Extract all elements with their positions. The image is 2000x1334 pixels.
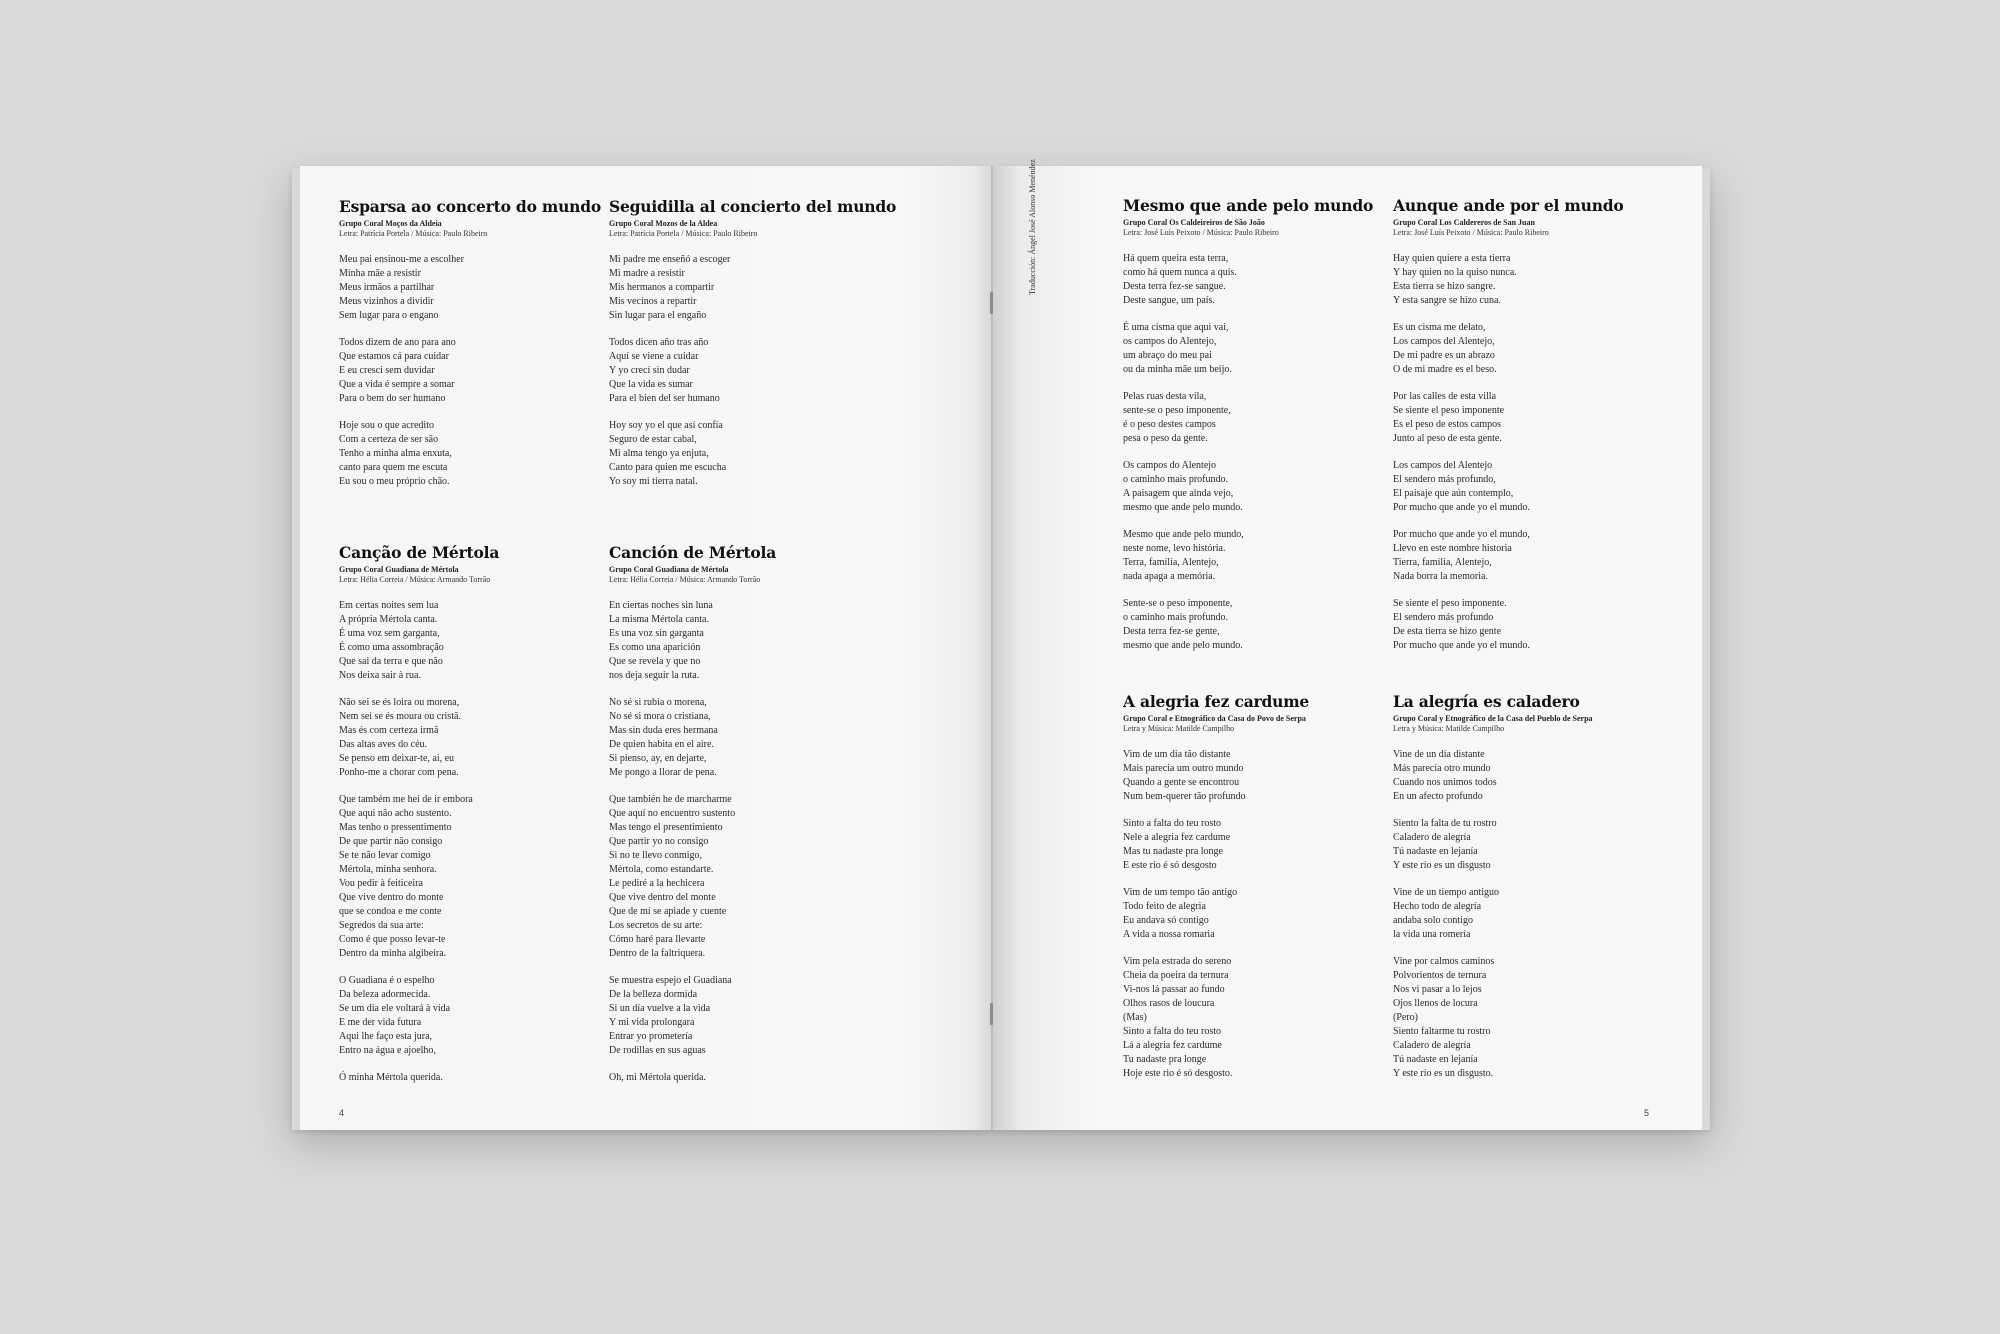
verse-line: Y yo crecí sin dudar bbox=[609, 365, 690, 376]
verse-line: Aquí se viene a cuidar bbox=[609, 351, 699, 362]
verse-line: No sé si mora o cristiana, bbox=[609, 711, 711, 722]
poem-credits: Letra y Música: Matilde Campilho bbox=[1393, 724, 1505, 733]
poem-group: Grupo Coral Los Caldereros de San Juan bbox=[1393, 218, 1535, 227]
verse-line: Das altas aves do céu. bbox=[339, 739, 428, 750]
verse-line: Por mucho que ande yo el mundo, bbox=[1393, 529, 1530, 540]
poem-stanzas bbox=[339, 253, 599, 489]
verse-line: Hay quien quiere a esta tierra bbox=[1393, 253, 1511, 264]
verse-line: Si un día vuelve a la vida bbox=[609, 1003, 711, 1014]
verse-line: De esta tierra se hizo gente bbox=[1393, 626, 1502, 637]
verse-line: Deste sangue, um país. bbox=[1123, 295, 1215, 306]
verse-line: Que se revela y que no bbox=[609, 656, 701, 667]
verse-line: Pelas ruas desta vila, bbox=[1123, 391, 1207, 402]
verse-line: Canto para quien me escucha bbox=[609, 462, 727, 473]
verse-line: Segredos da sua arte: bbox=[339, 920, 424, 931]
verse-line: la vida una romería bbox=[1393, 929, 1471, 940]
verse-line: El sendero más profundo, bbox=[1393, 474, 1496, 485]
poem-credits: Letra y Música: Matilde Campilho bbox=[1123, 724, 1235, 733]
stanza bbox=[1123, 817, 1383, 873]
poem-title: Canción de Mértola bbox=[609, 543, 777, 562]
poem-stanzas bbox=[1393, 252, 1653, 653]
poem-group: Grupo Coral Guadiana de Mértola bbox=[339, 565, 459, 574]
poem-credits: Letra: Patrícia Portela / Música: Paulo Ribeiro bbox=[339, 229, 488, 238]
verse-line: mesmo que ande pelo mundo. bbox=[1123, 502, 1243, 513]
verse-line: Ojos llenos de locura bbox=[1393, 998, 1478, 1009]
verse-line: Caladero de alegría bbox=[1393, 832, 1471, 843]
verse-line: Se siente el peso imponente bbox=[1393, 405, 1505, 416]
stanza bbox=[609, 1071, 869, 1085]
poem-group: Grupo Coral Moços da Aldeia bbox=[339, 219, 442, 228]
verse-line: É como uma assombração bbox=[339, 642, 444, 653]
page-number: 5 bbox=[1644, 1108, 1650, 1118]
verse-line: Llevo en este nombre historia bbox=[1393, 543, 1512, 554]
stanza bbox=[1393, 886, 1653, 942]
verse-line: Mi padre me enseñó a escoger bbox=[609, 254, 731, 265]
verse-line: Mértola, como estandarte. bbox=[609, 864, 714, 875]
poem-stanzas bbox=[1123, 748, 1383, 1081]
stanza bbox=[1123, 528, 1383, 584]
verse-line: Vine de un tiempo antiguo bbox=[1393, 887, 1500, 898]
verse-line: Que la vida es sumar bbox=[609, 379, 693, 390]
poem-aunque-ande bbox=[1393, 197, 1653, 666]
verse-line: Mi alma tengo ya enjuta, bbox=[609, 448, 709, 459]
verse-line: Mas sin duda eres hermana bbox=[609, 725, 718, 736]
poem-group: Grupo Coral Os Caldeireiros de São João bbox=[1123, 218, 1265, 227]
verse-line: Nos deixa sair à rua. bbox=[339, 670, 421, 681]
verse-line: Hecho todo de alegría bbox=[1393, 901, 1482, 912]
stanza bbox=[1393, 597, 1653, 653]
stanza bbox=[1393, 528, 1653, 584]
verse-line: Ó minha Mértola querida. bbox=[339, 1072, 443, 1083]
verse-line: A vida a nossa romaria bbox=[1123, 929, 1215, 940]
verse-line: (Mas) bbox=[1123, 1012, 1147, 1023]
stanza bbox=[1123, 886, 1383, 942]
poem-credits: Letra: Patrícia Portela / Música: Paulo Ribeiro bbox=[609, 229, 758, 238]
stanza bbox=[1123, 321, 1383, 377]
poem-stanzas bbox=[1123, 252, 1383, 653]
poem-group: Grupo Coral y Etnográfico de la Casa del Pueblo de Serpa bbox=[1393, 714, 1593, 723]
verse-line: neste nome, levo história. bbox=[1123, 543, 1226, 554]
verse-line: Vim de um tempo tão antigo bbox=[1123, 887, 1238, 898]
verse-line: El sendero más profundo bbox=[1393, 612, 1494, 623]
stanza bbox=[339, 419, 599, 489]
verse-line: Olhos rasos de loucura bbox=[1123, 998, 1215, 1009]
verse-line: Todos dicen año tras año bbox=[609, 337, 709, 348]
verse-line: Por mucho que ande yo el mundo. bbox=[1393, 502, 1530, 513]
verse-line: A paisagem que ainda vejo, bbox=[1123, 488, 1234, 499]
verse-line: Da beleza adormecida. bbox=[339, 989, 431, 1000]
verse-line: Hoje este rio é só desgosto. bbox=[1123, 1068, 1233, 1079]
verse-line: o caminho mais profundo. bbox=[1123, 474, 1228, 485]
verse-line: Mi madre a resistir bbox=[609, 268, 685, 279]
page-right bbox=[992, 166, 1702, 1130]
verse-line: Vou pedir à feiticeira bbox=[339, 878, 423, 889]
verse-line: Siento faltarme tu rostro bbox=[1393, 1026, 1491, 1037]
stanza bbox=[609, 599, 869, 683]
verse-line: Mais parecia um outro mundo bbox=[1123, 763, 1244, 774]
verse-line: Mas tenho o pressentimento bbox=[339, 822, 452, 833]
poem-title: Seguidilla al concierto del mundo bbox=[609, 197, 897, 216]
verse-line: os campos do Alentejo, bbox=[1123, 336, 1217, 347]
verse-line: El paisaje que aún contemplo, bbox=[1393, 488, 1514, 499]
verse-line: que se condoa e me conte bbox=[339, 906, 442, 917]
verse-line: Como é que posso levar-te bbox=[339, 934, 446, 945]
verse-line: Tierra, familia, Alentejo, bbox=[1393, 557, 1492, 568]
verse-line: De mi padre es un abrazo bbox=[1393, 350, 1495, 361]
verse-line: Es una voz sin garganta bbox=[609, 628, 704, 639]
verse-line: Es como una aparición bbox=[609, 642, 701, 653]
verse-line: De que partir não consigo bbox=[339, 836, 443, 847]
poem-title: Canção de Mértola bbox=[339, 543, 500, 562]
verse-line: Si pienso, ay, en dejarte, bbox=[609, 753, 707, 764]
verse-line: Mis hermanos a compartir bbox=[609, 282, 715, 293]
verse-line: Lá a alegria fez cardume bbox=[1123, 1040, 1222, 1051]
verse-line: Tu nadaste pra longe bbox=[1123, 1054, 1207, 1065]
verse-line: E eu cresci sem duvidar bbox=[339, 365, 435, 376]
staple bbox=[990, 1003, 993, 1025]
verse-line: Que aquí no encuentro sustento bbox=[609, 808, 736, 819]
verse-line: Se muestra espejo el Guadiana bbox=[609, 975, 732, 986]
verse-line: é o peso destes campos bbox=[1123, 419, 1216, 430]
stanza bbox=[1123, 459, 1383, 515]
verse-line: Que vive dentro del monte bbox=[609, 892, 716, 903]
verse-line: andaba solo contigo bbox=[1393, 915, 1473, 926]
stanza bbox=[339, 974, 599, 1058]
verse-line: nos deja seguir la ruta. bbox=[609, 670, 700, 681]
stanza bbox=[339, 696, 599, 780]
verse-line: Dentro de la faltriquera. bbox=[609, 948, 706, 959]
poem-credits: Letra: José Luís Peixoto / Música: Paulo Ribeiro bbox=[1123, 228, 1279, 237]
verse-line: É uma voz sem garganta, bbox=[339, 628, 440, 639]
verse-line: Y mi vida prolongara bbox=[609, 1017, 695, 1028]
verse-line: Entrar yo prometería bbox=[609, 1031, 693, 1042]
verse-line: A própria Mértola canta. bbox=[339, 614, 438, 625]
verse-line: Los campos del Alentejo bbox=[1393, 460, 1493, 471]
verse-line: Se um dia ele voltará à vida bbox=[339, 1003, 451, 1014]
verse-line: o caminho mais profundo. bbox=[1123, 612, 1228, 623]
verse-line: Es un cisma me delato, bbox=[1393, 322, 1486, 333]
verse-line: ou da minha mãe um beijo. bbox=[1123, 364, 1232, 375]
poem-esparsa bbox=[339, 197, 602, 502]
verse-line: Vim de um dia tão distante bbox=[1123, 749, 1231, 760]
poem-group: Grupo Coral e Etnográfico da Casa do Povo de Serpa bbox=[1123, 714, 1306, 723]
verse-line: De quien habita en el aire. bbox=[609, 739, 714, 750]
verse-line: Nele a alegria fez cardume bbox=[1123, 832, 1231, 843]
verse-line: La misma Mértola canta. bbox=[609, 614, 709, 625]
stanza bbox=[1393, 459, 1653, 515]
verse-line: Los campos del Alentejo, bbox=[1393, 336, 1495, 347]
stanza bbox=[609, 336, 869, 406]
verse-line: Sinto a falta do teu rosto bbox=[1123, 818, 1222, 829]
verse-line: Hoy soy yo el que así confía bbox=[609, 420, 723, 431]
verse-line: canto para quem me escuta bbox=[339, 462, 448, 473]
verse-line: O Guadiana é o espelho bbox=[339, 975, 435, 986]
verse-line: Y esta sangre se hizo cuna. bbox=[1393, 295, 1501, 306]
verse-line: Se penso em deixar-te, ai, eu bbox=[339, 753, 455, 764]
poem-credits: Letra: Hélia Correia / Música: Armando Torrão bbox=[339, 575, 491, 584]
verse-line: Por las calles de esta villa bbox=[1393, 391, 1497, 402]
verse-line: Hoje sou o que acredito bbox=[339, 420, 434, 431]
verse-line: Me pongo a llorar de pena. bbox=[609, 767, 717, 778]
stanza bbox=[609, 793, 869, 961]
verse-line: Le pediré a la hechicera bbox=[609, 878, 705, 889]
verse-line: Que vive dentro do monte bbox=[339, 892, 444, 903]
verse-line: E este rio é só desgosto bbox=[1123, 860, 1217, 871]
verse-line: Eu andava só contigo bbox=[1123, 915, 1209, 926]
verse-line: Nada borra la memoria. bbox=[1393, 571, 1488, 582]
poem-alegria-caladero bbox=[1393, 693, 1653, 1094]
verse-line: Para el bien del ser humano bbox=[609, 393, 720, 404]
verse-line: Mas tu nadaste pra longe bbox=[1123, 846, 1223, 857]
verse-line: Si no te llevo conmigo, bbox=[609, 850, 703, 861]
verse-line: Mértola, minha senhora. bbox=[339, 864, 437, 875]
verse-line: como há quem nunca a quis. bbox=[1123, 267, 1237, 278]
verse-line: Meu pai ensinou-me a escolher bbox=[339, 254, 464, 265]
verse-line: Terra, família, Alentejo, bbox=[1123, 557, 1219, 568]
verse-line: Vim pela estrada do sereno bbox=[1123, 956, 1232, 967]
verse-line: Tú nadaste en lejanía bbox=[1393, 846, 1478, 857]
stanza bbox=[609, 419, 869, 489]
stanza bbox=[1123, 955, 1383, 1081]
page-left bbox=[300, 166, 992, 1130]
stanza bbox=[609, 974, 869, 1058]
verse-line: Todo feito de alegria bbox=[1123, 901, 1206, 912]
stanza bbox=[609, 696, 869, 780]
stanza bbox=[339, 793, 599, 961]
verse-line: Meus irmãos a partilhar bbox=[339, 282, 435, 293]
verse-line: Nos vi pasar a lo lejos bbox=[1393, 984, 1482, 995]
verse-line: Que partir yo no consigo bbox=[609, 836, 709, 847]
stanza bbox=[339, 1071, 599, 1085]
verse-line: Em certas noites sem lua bbox=[339, 600, 439, 611]
verse-line: Com a certeza de ser são bbox=[339, 434, 439, 445]
poem-title: A alegria fez cardume bbox=[1123, 692, 1310, 711]
verse-line: Há quem queira esta terra, bbox=[1123, 253, 1229, 264]
verse-line: Que aqui não acho sustento. bbox=[339, 808, 452, 819]
verse-line: Se siente el peso imponente. bbox=[1393, 598, 1507, 609]
stanza bbox=[1393, 817, 1653, 873]
verse-line: Seguro de estar cabal, bbox=[609, 434, 697, 445]
translation-credit: Traducción: Ángel José Alonso Menéndez bbox=[1028, 159, 1037, 295]
verse-line: Y este río es un disgusto bbox=[1393, 860, 1491, 871]
verse-line: Es el peso de estos campos bbox=[1393, 419, 1502, 430]
stanza bbox=[339, 336, 599, 406]
verse-line: Todos dizem de ano para ano bbox=[339, 337, 456, 348]
verse-line: Entro na água e ajoelho, bbox=[339, 1045, 436, 1056]
poem-mesmo-que-ande bbox=[1123, 197, 1383, 666]
verse-line: Quando a gente se encontrou bbox=[1123, 777, 1240, 788]
verse-line: mesmo que ande pelo mundo. bbox=[1123, 640, 1243, 651]
stanza bbox=[339, 599, 599, 683]
poem-group: Grupo Coral Mozos de la Aldea bbox=[609, 219, 718, 228]
stanza bbox=[1123, 390, 1383, 446]
poem-cancao-mertola bbox=[339, 544, 599, 1098]
verse-line: Dentro da minha algibeira. bbox=[339, 948, 447, 959]
stanza bbox=[1123, 597, 1383, 653]
verse-line: Sem lugar para o engano bbox=[339, 310, 439, 321]
verse-line: Que a vida é sempre a somar bbox=[339, 379, 455, 390]
verse-line: sente-se o peso imponente, bbox=[1123, 405, 1231, 416]
verse-line: É uma cisma que aqui vai, bbox=[1123, 322, 1229, 333]
verse-line: Polvorientos de ternura bbox=[1393, 970, 1487, 981]
verse-line: Oh, mi Mértola querida. bbox=[609, 1072, 706, 1083]
stanza bbox=[339, 253, 599, 323]
verse-line: Sin lugar para el engaño bbox=[609, 310, 707, 321]
verse-line: Para o bem do ser humano bbox=[339, 393, 446, 404]
stanza bbox=[1393, 252, 1653, 308]
verse-line: Cheia da poeira da ternura bbox=[1123, 970, 1229, 981]
poem-stanzas bbox=[609, 253, 869, 489]
verse-line: nada apaga a memória. bbox=[1123, 571, 1216, 582]
verse-line: Que estamos cá para cuidar bbox=[339, 351, 449, 362]
poem-group: Grupo Coral Guadiana de Mértola bbox=[609, 565, 729, 574]
verse-line: Ponho-me a chorar com pena. bbox=[339, 767, 459, 778]
poem-credits: Letra: Hélia Correia / Música: Armando Torrão bbox=[609, 575, 761, 584]
verse-line: Sente-se o peso imponente, bbox=[1123, 598, 1233, 609]
verse-line: Mas és com certeza irmã bbox=[339, 725, 439, 736]
poem-stanzas bbox=[609, 599, 869, 1085]
verse-line: Los secretos de su arte: bbox=[609, 920, 703, 931]
verse-line: Tenho a minha alma enxuta, bbox=[339, 448, 452, 459]
verse-line: Os campos do Alentejo bbox=[1123, 460, 1217, 471]
verse-line: Y este río es un disgusto. bbox=[1393, 1068, 1494, 1079]
verse-line: E me der vida futura bbox=[339, 1017, 422, 1028]
verse-line: um abraço do meu pai bbox=[1123, 350, 1212, 361]
poem-stanzas bbox=[339, 599, 599, 1085]
verse-line: Aqui lhe faço esta jura, bbox=[339, 1031, 433, 1042]
verse-line: Vine de un día distante bbox=[1393, 749, 1485, 760]
verse-line: De la belleza dormida bbox=[609, 989, 698, 1000]
verse-line: Yo soy mi tierra natal. bbox=[609, 476, 698, 487]
verse-line: No sé si rubia o morena, bbox=[609, 697, 707, 708]
verse-line: Mis vecinos a repartir bbox=[609, 296, 697, 307]
verse-line: Mas tengo el presentimiento bbox=[609, 822, 723, 833]
verse-line: Num bem-querer tão profundo bbox=[1123, 791, 1246, 802]
verse-line: (Pero) bbox=[1393, 1012, 1418, 1023]
staple bbox=[990, 292, 993, 314]
verse-line: Nem sei se és moura ou cristã. bbox=[339, 711, 461, 722]
poem-seguidilla bbox=[609, 197, 897, 502]
poem-alegria-cardume bbox=[1123, 693, 1383, 1094]
verse-line: Mesmo que ande pelo mundo, bbox=[1123, 529, 1244, 540]
poem-title: Mesmo que ande pelo mundo bbox=[1123, 196, 1374, 215]
verse-line: Que também me hei de ir embora bbox=[339, 794, 473, 805]
poem-title: Esparsa ao concerto do mundo bbox=[339, 197, 602, 216]
stanza bbox=[1393, 955, 1653, 1081]
verse-line: Esta tierra se hizo sangre. bbox=[1393, 281, 1496, 292]
stanza bbox=[1393, 321, 1653, 377]
stanza bbox=[1393, 748, 1653, 804]
verse-line: Junto al peso de esta gente. bbox=[1393, 433, 1502, 444]
verse-line: Cómo haré para llevarte bbox=[609, 934, 706, 945]
verse-line: Vine por calmos caminos bbox=[1393, 956, 1495, 967]
stanza bbox=[1123, 252, 1383, 308]
verse-line: Caladero de alegría bbox=[1393, 1040, 1471, 1051]
stanza bbox=[1123, 748, 1383, 804]
poem-title: La alegría es caladero bbox=[1393, 692, 1580, 711]
verse-line: Minha mãe a resistir bbox=[339, 268, 421, 279]
verse-line: Que sai da terra e que não bbox=[339, 656, 443, 667]
poem-stanzas bbox=[1393, 748, 1653, 1081]
verse-line: Por mucho que ande yo el mundo. bbox=[1393, 640, 1530, 651]
verse-line: De rodillas en sus aguas bbox=[609, 1045, 706, 1056]
verse-line: Desta terra fez-se sangue. bbox=[1123, 281, 1226, 292]
verse-line: pesa o peso da gente. bbox=[1123, 433, 1208, 444]
verse-line: Sinto a falta do teu rosto bbox=[1123, 1026, 1222, 1037]
verse-line: Que también he de marcharme bbox=[609, 794, 732, 805]
stanza bbox=[1393, 390, 1653, 446]
verse-line: Eu sou o meu próprio chão. bbox=[339, 476, 450, 487]
poem-credits: Letra: José Luís Peixoto / Música: Paulo Ribeiro bbox=[1393, 228, 1549, 237]
verse-line: O de mi madre es el beso. bbox=[1393, 364, 1497, 375]
verse-line: Meus vizinhos a dividir bbox=[339, 296, 434, 307]
verse-line: Não sei se és loira ou morena, bbox=[339, 697, 460, 708]
verse-line: Que de mí se apiade y cuente bbox=[609, 906, 727, 917]
verse-line: Siento la falta de tu rostro bbox=[1393, 818, 1497, 829]
verse-line: Tú nadaste en lejanía bbox=[1393, 1054, 1478, 1065]
poem-title: Aunque ande por el mundo bbox=[1393, 196, 1624, 215]
verse-line: En ciertas noches sin luna bbox=[609, 600, 713, 611]
verse-line: Cuando nos unimos todos bbox=[1393, 777, 1497, 788]
verse-line: Y hay quien no la quiso nunca. bbox=[1393, 267, 1517, 278]
verse-line: Vi-nos lá passar ao fundo bbox=[1123, 984, 1225, 995]
verse-line: En un afecto profundo bbox=[1393, 791, 1483, 802]
verse-line: Se te não levar comigo bbox=[339, 850, 431, 861]
verse-line: Desta terra fez-se gente, bbox=[1123, 626, 1220, 637]
page-number: 4 bbox=[339, 1108, 345, 1118]
poem-cancion-mertola bbox=[609, 544, 869, 1098]
verse-line: Más parecía otro mundo bbox=[1393, 763, 1491, 774]
stanza bbox=[609, 253, 869, 323]
